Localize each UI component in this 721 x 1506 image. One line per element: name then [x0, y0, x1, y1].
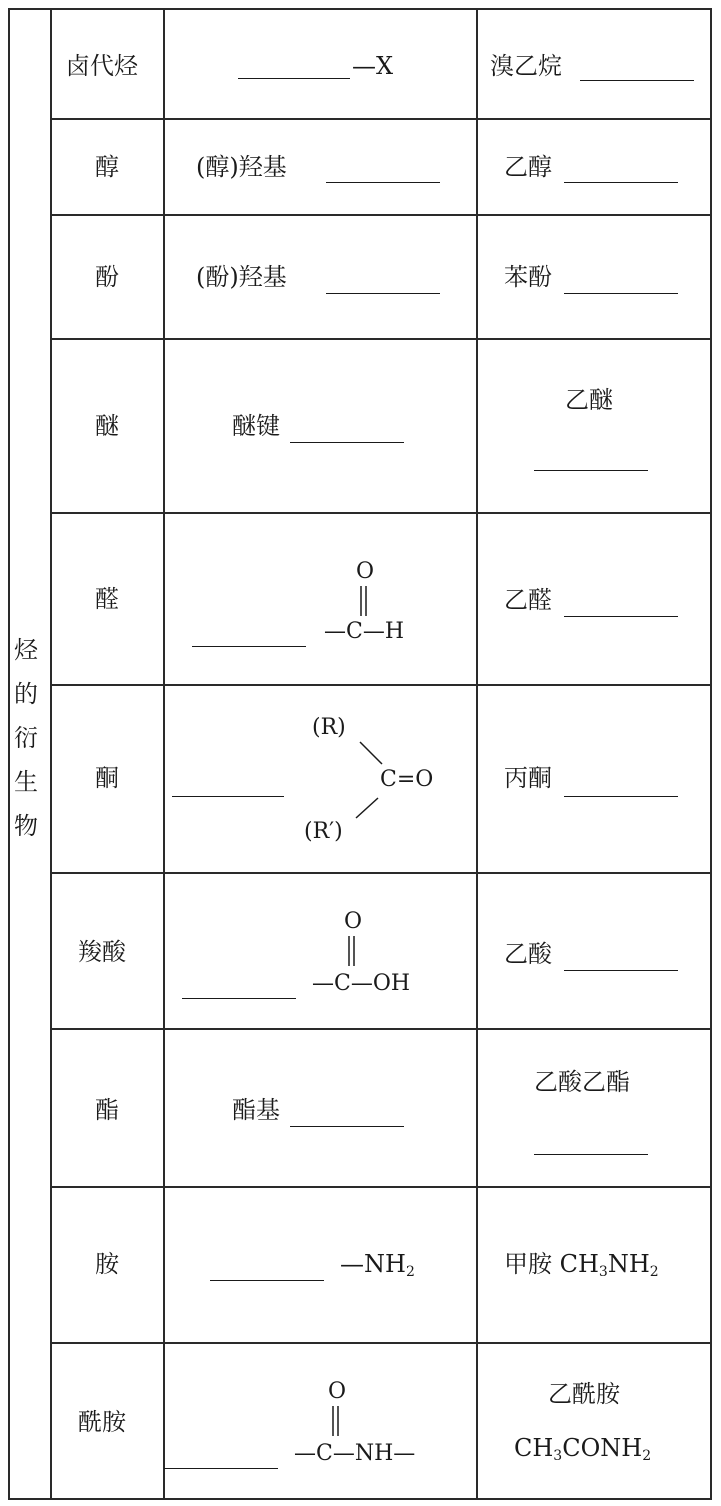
- col-divider-3: [476, 8, 478, 1500]
- answer-blank: [210, 1280, 324, 1281]
- answer-blank: [534, 1154, 648, 1155]
- answer-blank: [564, 182, 678, 183]
- row-divider: [50, 684, 712, 686]
- answer-blank: [290, 442, 404, 443]
- col-divider-1: [50, 8, 52, 1500]
- row-divider: [50, 214, 712, 216]
- side-char: 烃: [14, 636, 38, 664]
- formula-oxygen: O: [344, 909, 363, 934]
- side-char: 衍: [14, 724, 38, 752]
- group-name: (酚)羟基: [196, 263, 287, 291]
- subscript: 2: [642, 1448, 652, 1464]
- example-name: 苯酚: [504, 263, 552, 291]
- class-name: 酯: [95, 1096, 119, 1124]
- group-formula: [340, 1250, 415, 1286]
- carboxyl-group-formula: [308, 900, 458, 1000]
- answer-blank: [564, 293, 678, 294]
- row-divider: [50, 338, 712, 340]
- class-name: 醇: [95, 153, 119, 181]
- answer-blank: [172, 796, 284, 797]
- row-divider: [50, 872, 712, 874]
- row-divider: [50, 512, 712, 514]
- answer-blank: [164, 1468, 278, 1469]
- class-name: 酚: [95, 263, 119, 291]
- formula-main: —C—H: [324, 619, 405, 644]
- side-char: 的: [14, 680, 38, 708]
- group-formula: —X: [352, 52, 394, 80]
- formula-oxygen: O: [328, 1379, 347, 1404]
- answer-blank: [182, 998, 296, 999]
- example-part: NH: [607, 1250, 650, 1278]
- aldehyde-group-formula: [320, 550, 440, 650]
- group-name: 醚键: [232, 412, 280, 440]
- amide-group-formula: [290, 1372, 470, 1472]
- answer-blank: [564, 796, 678, 797]
- example-part: CONH: [562, 1434, 643, 1462]
- example-formula: [504, 1250, 659, 1286]
- example-name: 溴乙烷: [490, 52, 562, 80]
- side-char: 生: [14, 768, 38, 796]
- formula-main: —C—NH—: [294, 1441, 416, 1466]
- class-name: 胺: [95, 1250, 119, 1278]
- table-border-bottom: [8, 1498, 712, 1500]
- formula-main: —C—OH: [312, 971, 411, 996]
- class-name: 酮: [95, 764, 119, 792]
- example-name: 丙酮: [504, 764, 552, 792]
- class-name: 醛: [95, 585, 119, 613]
- class-name: 卤代烃: [66, 52, 138, 80]
- example-name: 乙醚: [565, 386, 613, 414]
- group-name: 酯基: [232, 1096, 280, 1124]
- amine-formula: —NH: [340, 1250, 406, 1278]
- row-divider: [50, 1028, 712, 1030]
- row-divider: [50, 1342, 712, 1344]
- answer-blank: [580, 80, 694, 81]
- table-border-top: [8, 8, 712, 10]
- formula-oxygen: O: [356, 559, 375, 584]
- answer-blank: [326, 293, 440, 294]
- subscript: 3: [553, 1448, 563, 1464]
- subscript: 3: [598, 1264, 608, 1280]
- subscript: 2: [405, 1264, 415, 1280]
- ketone-group-formula: [296, 700, 466, 850]
- example-formula: [514, 1434, 651, 1470]
- class-name: 酰胺: [78, 1408, 126, 1436]
- formula-r-prime: (R′): [304, 819, 343, 844]
- side-char: 物: [14, 812, 38, 840]
- example-part: CH: [514, 1434, 554, 1462]
- row-divider: [50, 1186, 712, 1188]
- col-divider-2: [163, 8, 165, 1500]
- example-name: 乙醛: [504, 586, 552, 614]
- example-name: 乙酸: [504, 940, 552, 968]
- subscript: 2: [649, 1264, 659, 1280]
- formula-main: C=O: [380, 767, 434, 792]
- answer-blank: [192, 646, 306, 647]
- side-label: [10, 628, 42, 848]
- answer-blank: [290, 1126, 404, 1127]
- answer-blank: [564, 970, 678, 971]
- table-border-right: [710, 8, 712, 1500]
- class-name: 羧酸: [78, 938, 126, 966]
- answer-blank: [326, 182, 440, 183]
- example-name: 乙酰胺: [548, 1380, 620, 1408]
- answer-blank: [564, 616, 678, 617]
- example-name: 乙醇: [504, 153, 552, 181]
- example-name: 甲胺 CH: [504, 1250, 599, 1278]
- answer-blank: [238, 78, 350, 79]
- row-divider: [50, 118, 712, 120]
- answer-blank: [534, 470, 648, 471]
- formula-r: (R): [312, 715, 346, 740]
- example-name: 乙酸乙酯: [534, 1068, 630, 1096]
- group-name: (醇)羟基: [196, 153, 287, 181]
- class-name: 醚: [95, 412, 119, 440]
